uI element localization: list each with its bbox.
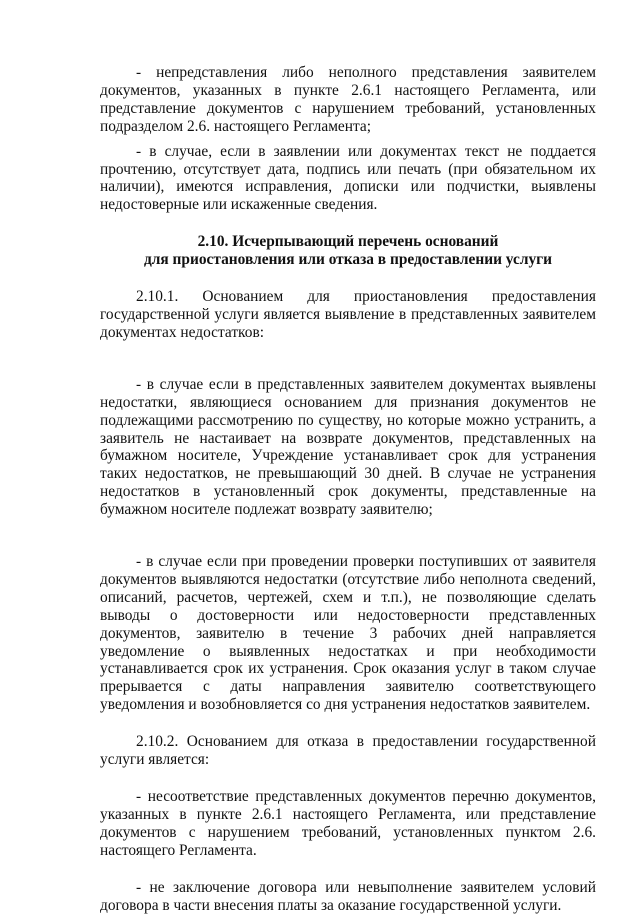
paragraph-2-10-2-intro: 2.10.2. Основанием для отказа в предоставлении государственной услуги является:: [100, 733, 596, 769]
section-heading-line-1: 2.10. Исчерпывающий перечень оснований: [197, 233, 499, 251]
paragraph-2-10-1-intro: 2.10.1. Основанием для приостановления предоставления государственной услуги является выявление в представленных заявителем документах недостатков:: [100, 288, 596, 341]
bullet-contract-not-concluded: - не заключение договора или невыполнение заявителем условий договора в части внесения платы за оказание государственной услуги.: [100, 878, 596, 914]
bullet-nonsubmission: - непредставления либо неполного представления заявителем документов, указанных в пункте 2.6.1 настоящего Регламента, или представление документов с нарушением требований, установленных подразделом 2.6. настоящего Регламента;: [100, 64, 596, 135]
section-heading-line-2: для приостановления или отказа в предоставлении услуги: [143, 251, 553, 269]
document-page: [100, 64, 596, 914]
bullet-verification-deficiencies: - в случае если при проведении проверки поступивших от заявителя документов выявляются недостатки (отсутствие либо неполнота сведений, описаний, расчетов, чертежей, схем и т.п.), не позволяющие сделать выводы о достоверности или недостоверности представленных документов, заявителю в течение 3 рабочих дней направляется уведомление о выявленных недостатках и при необходимости устанавливается срок их устранения. Срок оказания услуг в таком случае прерывается с даты направления заявителю соответствующего уведомления и возобновляется со дня устранения недостатков заявителем.: [100, 553, 596, 714]
bullet-correctable-deficiencies: - в случае если в представленных заявителем документах выявлены недостатки, являющиеся основанием для признания документов не подлежащими рассмотрению по существу, но которые можно устранить, а заявитель не настаивает на возврате документов, представленных на бумажном носителе, Учреждение устанавливает срок для устранения таких недостатков, не превышающий 30 дней. В случае не устранения недостатков в установленный срок документы, представленные на бумажном носителе подлежат возврату заявителю;: [100, 375, 596, 519]
bullet-document-mismatch: - несоответствие представленных документов перечню документов, указанных в пункте 2.6.1 настоящего Регламента, или представление документов с нарушением требований, установленных пунктом 2.6. настоящего Регламента.: [100, 788, 596, 859]
bullet-illegible-text: - в случае, если в заявлении или документах текст не поддается прочтению, отсутствует дата, подпись или печать (при обязательном их наличии), имеются исправления, дописки или подчистки, выявлены недостоверные или искаженные сведения.: [100, 142, 596, 214]
section-heading: [100, 233, 596, 269]
